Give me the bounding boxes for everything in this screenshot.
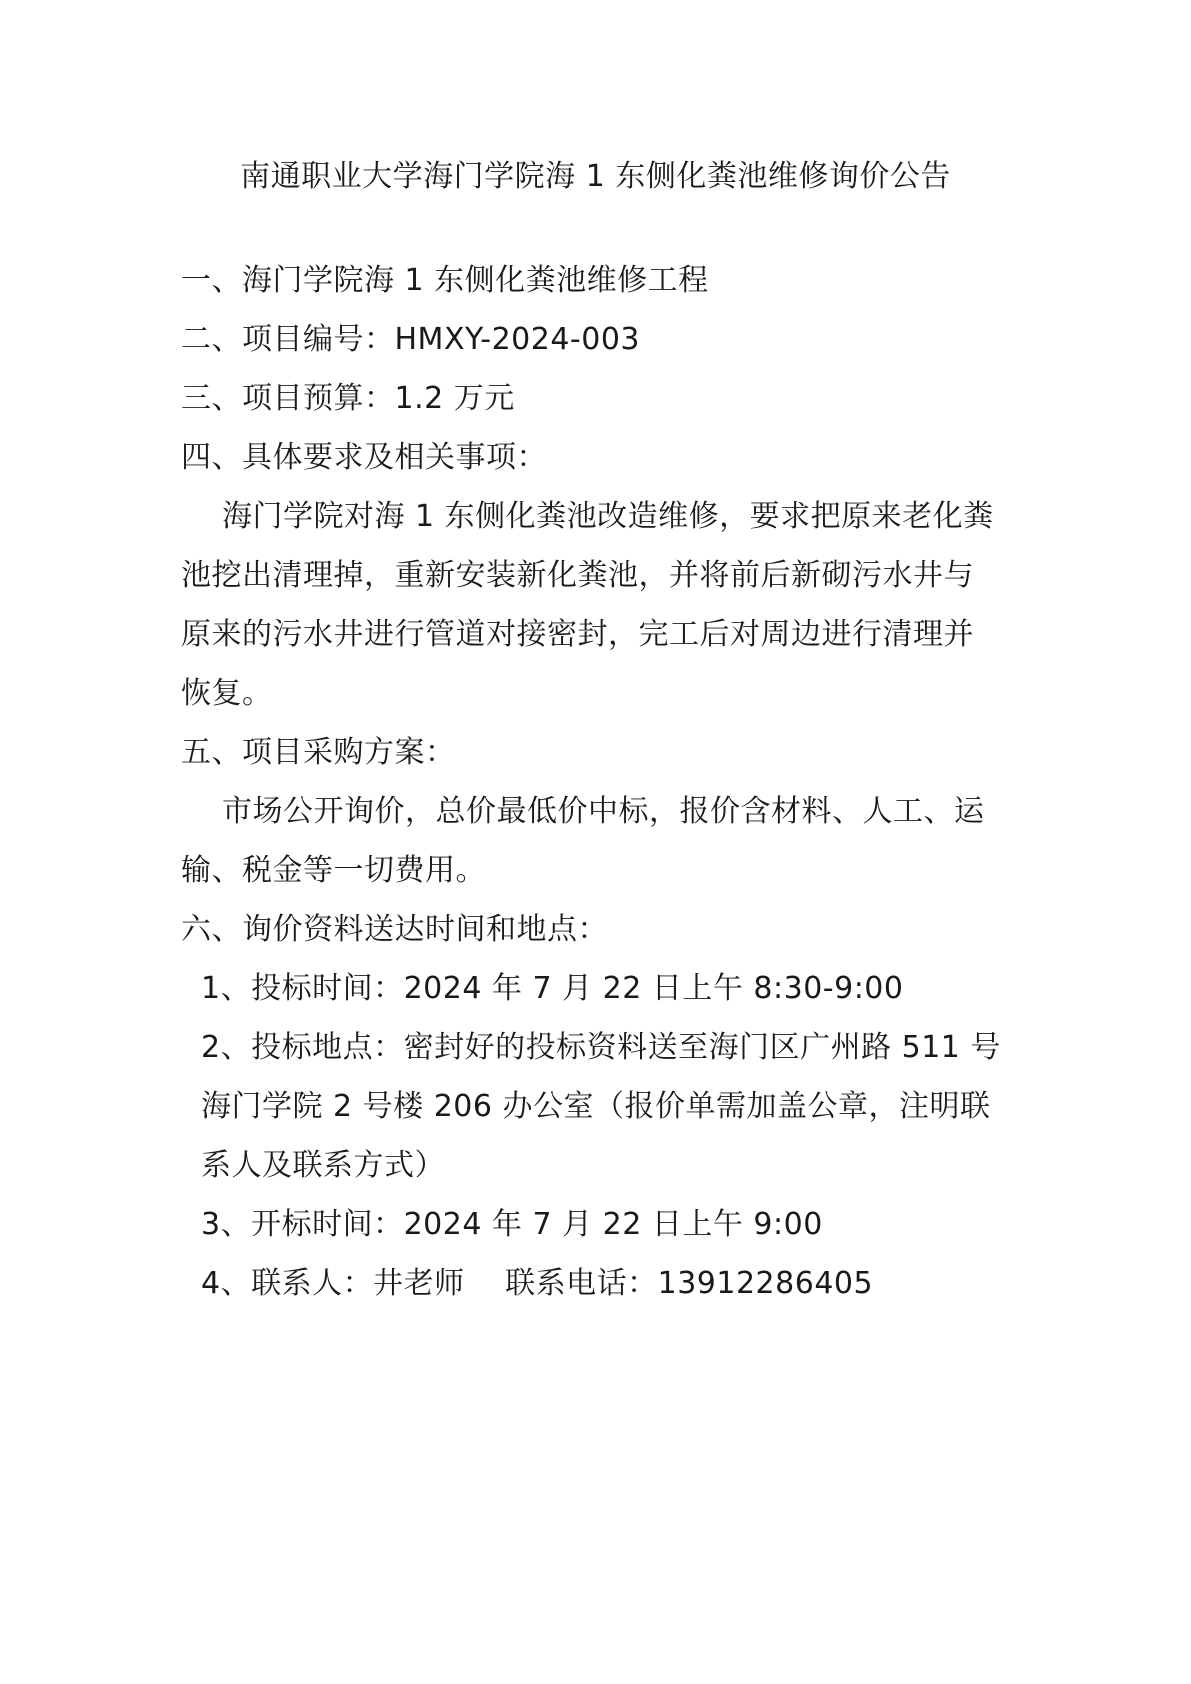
section-4-body-line: 池挖出清理掉，重新安装新化粪池，并将前后新砌污水井与 [181,558,974,593]
section-1-heading: 一、海门学院海 1 东侧化粪池维修工程 [181,263,709,298]
section-5-body-line: 输、税金等一切费用。 [181,853,486,888]
bid-location-item-cont: 系人及联系方式） [201,1148,445,1183]
bid-location-item-cont: 海门学院 2 号楼 206 办公室（报价单需加盖公章，注明联 [201,1089,991,1124]
contact-item: 4、联系人：井老师 联系电话：13912286405 [201,1266,874,1301]
section-5-heading: 五、项目采购方案： [181,735,456,770]
bid-time-item: 1、投标时间：2024 年 7 月 22 日上午 8:30-9:00 [201,971,904,1006]
section-6-heading: 六、询价资料送达时间和地点： [181,912,608,947]
section-4-body-line: 恢复。 [181,676,273,711]
section-4-body-line: 原来的污水井进行管道对接密封，完工后对周边进行清理并 [181,617,974,652]
opening-time-item: 3、开标时间：2024 年 7 月 22 日上午 9:00 [201,1207,823,1242]
section-4-body-line: 海门学院对海 1 东侧化粪池改造维修，要求把原来老化粪 [222,499,994,534]
section-4-heading: 四、具体要求及相关事项： [181,440,547,475]
section-5-body-line: 市场公开询价，总价最低价中标，报价含材料、人工、运 [222,794,985,829]
bid-location-item: 2、投标地点：密封好的投标资料送至海门区广州路 511 号 [201,1030,1001,1065]
section-3-budget: 三、项目预算：1.2 万元 [181,381,515,416]
page-title: 南通职业大学海门学院海 1 东侧化粪池维修询价公告 [240,159,951,194]
section-2-project-number: 二、项目编号：HMXY-2024-003 [181,322,641,357]
